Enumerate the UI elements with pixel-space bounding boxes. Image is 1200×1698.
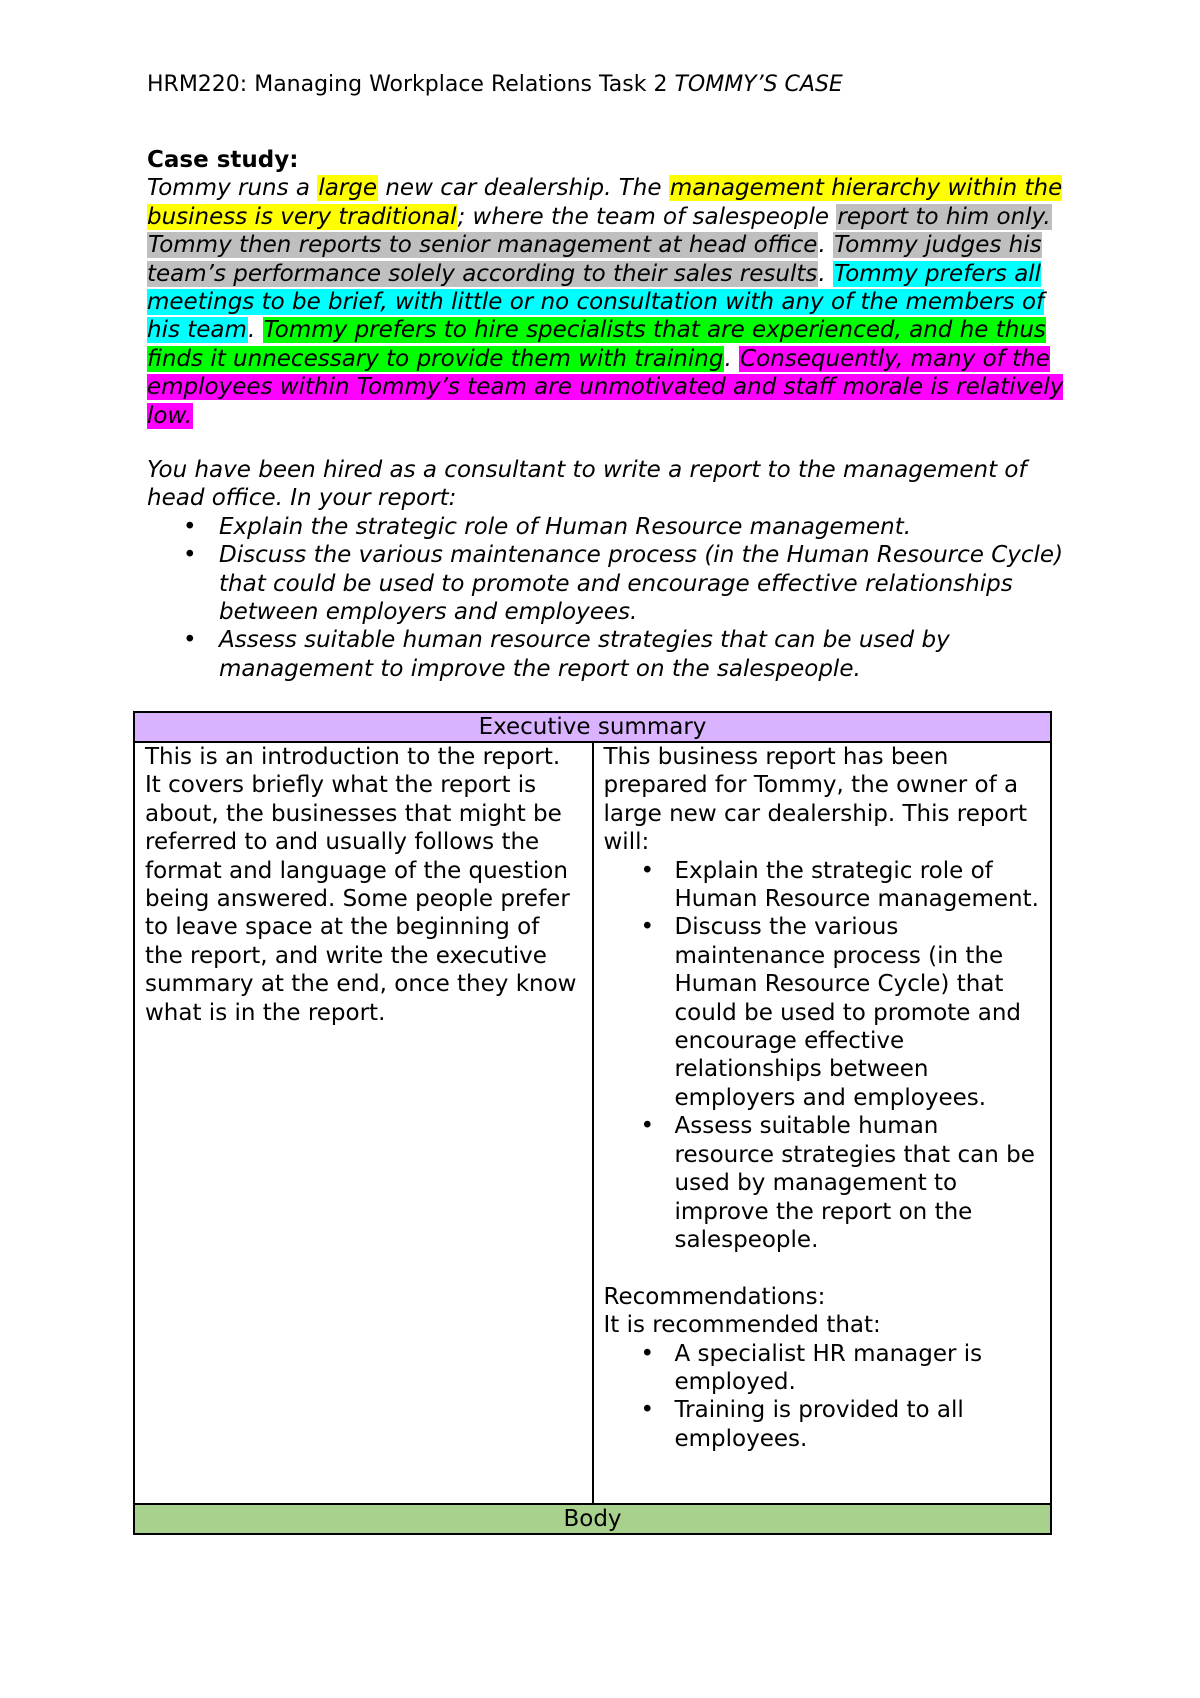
recommendation-text: A specialist HR manager is employed. <box>674 1340 983 1395</box>
bullet-icon: • <box>183 513 197 540</box>
assignment-brief <box>147 456 1077 683</box>
case-study <box>147 146 1077 430</box>
bullet-icon: • <box>640 857 655 884</box>
highlighted-phrase: Tommy judges his team’s performance solely according to their sales results <box>147 232 1042 287</box>
brief-bullet <box>147 513 1077 541</box>
brief-bullet-list <box>147 513 1077 683</box>
report-template-table <box>133 711 1052 1535</box>
case-study-text <box>147 174 1077 430</box>
brief-bullet-text: Assess suitable human resource strategies that can be used by management to improve the report on the salespeople. <box>219 627 950 682</box>
highlighted-phrase: Tommy prefers to hire specialists that are experienced, and he thus finds it unnecessary to provide them with training <box>147 317 1046 372</box>
summary-example-intro: This business report has been prepared for Tommy, the owner of a large new car dealership. This report will: <box>603 744 1028 856</box>
bullet-icon: • <box>183 627 197 654</box>
title-case-name: TOMMY’S CASE <box>674 72 843 97</box>
recommendation-text: Training is provided to all employees. <box>674 1397 964 1452</box>
recommendations-label: Recommendations: <box>603 1283 826 1310</box>
highlighted-phrase: large <box>318 175 378 202</box>
highlighted-phrase: report to him only. <box>837 203 1051 230</box>
case-text-run: . <box>724 345 740 372</box>
recommendations-intro: It is recommended that: <box>603 1312 881 1339</box>
summary-bullet-text: Discuss the various maintenance process (in the Human Resource Cycle) that could be used to promote and encourage effective relationships between employers and employees. <box>674 914 1022 1111</box>
summary-bullet <box>604 913 1041 1112</box>
case-text-run: ; where the team of salespeople <box>457 203 837 230</box>
highlighted-phrase: Tommy then reports to senior management at head office <box>148 232 818 259</box>
case-text-run: Tommy runs a <box>147 175 318 202</box>
case-text-run: . <box>818 232 834 259</box>
recommendation-item <box>604 1340 1041 1397</box>
brief-bullet-text: Explain the strategic role of Human Resource management. <box>219 513 912 540</box>
document-title <box>147 70 843 100</box>
bullet-icon: • <box>640 1340 655 1367</box>
case-text-run: . <box>818 260 833 287</box>
body-section-header: Body <box>134 1504 1051 1534</box>
summary-bullet-text: Explain the strategic role of Human Resource management. <box>674 857 1039 913</box>
highlighted-phrase: Tommy prefers all meetings to be brief, with little or no consultation with any of the members of his team <box>147 260 1045 344</box>
case-text-run: . <box>247 317 263 344</box>
brief-intro: You have been hired as a consultant to write a report to the management of head office. In your report: <box>147 457 1027 512</box>
case-study-heading: Case study: <box>147 147 299 173</box>
summary-bullet <box>604 857 1041 914</box>
title-text: HRM220: Managing Workplace Relations Task 2 <box>147 72 675 97</box>
bullet-icon: • <box>640 1397 655 1424</box>
bullet-icon: • <box>640 1113 655 1140</box>
brief-bullet-text: Discuss the various maintenance process (in the Human Resource Cycle) that could be used to promote and encourage effective relationships between employers and employees. <box>219 542 1064 626</box>
executive-summary-header: Executive summary <box>134 712 1051 742</box>
bullet-icon: • <box>183 542 197 569</box>
summary-example-cell <box>593 742 1052 1504</box>
summary-bullet <box>604 1112 1041 1254</box>
summary-guidance-text: This is an introduction to the report. It covers briefly what the report is about, the businesses that might be referred to and usually follows the format and language of the question being answered. Some people prefer to leave space at the beginning of the report, and write the executive summary at the end, once they know what is in the report. <box>145 744 577 1026</box>
brief-bullet <box>147 541 1077 626</box>
summary-guidance-cell <box>134 742 593 1504</box>
summary-example-bullets <box>604 857 1041 1255</box>
brief-bullet <box>147 626 1077 683</box>
highlighted-phrase: management hierarchy within the business is very traditional <box>147 175 1063 230</box>
recommendation-item <box>604 1396 1041 1453</box>
recommendations-list <box>604 1340 1041 1454</box>
case-text-run: new car dealership. The <box>378 175 669 202</box>
summary-bullet-text: Assess suitable human resource strategies that can be used by management to improve the report on the salespeople. <box>674 1113 1035 1253</box>
highlighted-phrase: Consequently, many of the employees within Tommy’s team are unmotivated and staff morale is relatively low. <box>147 345 1064 429</box>
paragraph-spacer <box>604 1254 1041 1282</box>
bullet-icon: • <box>640 914 655 941</box>
